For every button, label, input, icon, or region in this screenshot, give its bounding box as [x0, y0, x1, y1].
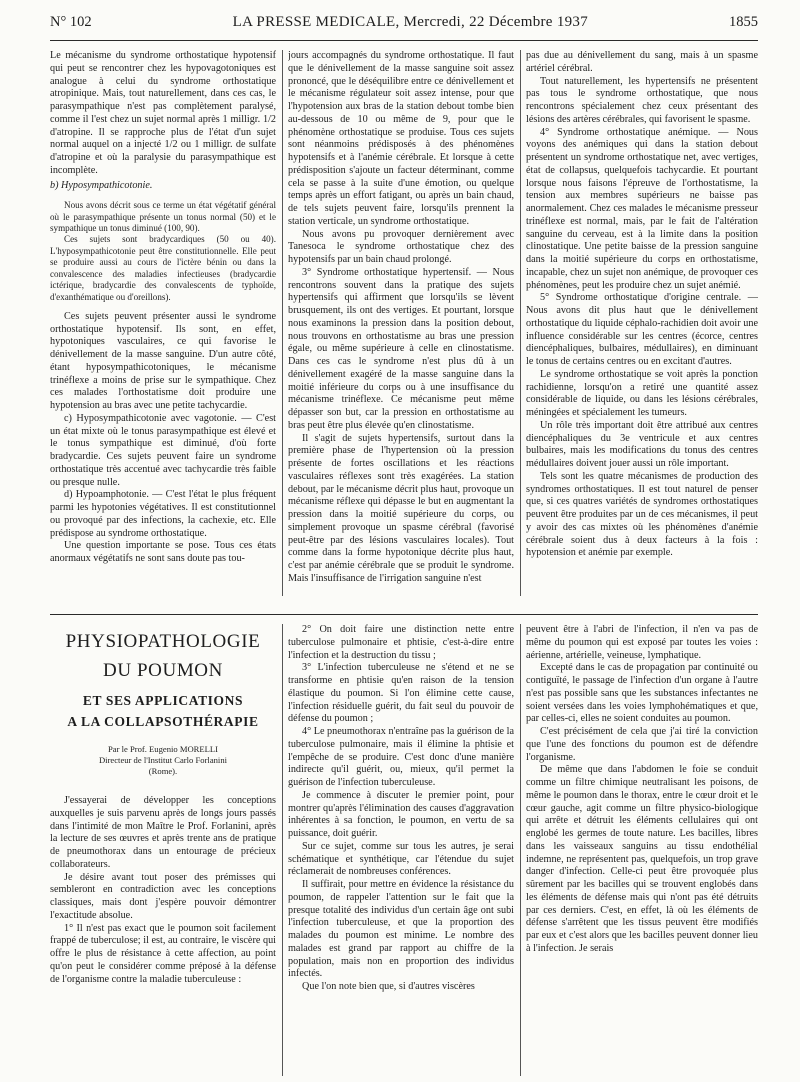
paragraph: De même que dans l'abdomen le foie se conduit comme un filtre chimique neutralisant les poisons, de même le poumon dans le thorax, entre le cœur droit et le cœur gauche, agit comme un filtre physico-biologique qui arrête et détruit les éléments cellulaires qui ont englobé les germes de toute nature. Les bacilles, libres dans les vaisseaux sanguins au tissu endothélial indemne, ne représentent pas, quelquefois, un trop grave danger d'infection. Celle-ci peut être provoquée plus sûrement par les bacilles qui se trouvent englobés dans les éléments de défense mais qui n'ont pas été détruits par ces derniers. C'est, en effet, là où les éléments de défense s'arrêtent que les tissus peuvent être modifiés par eux et c'est alors que les bacilles peuvent donner lieu à l'infection. Je serais: [526, 764, 758, 954]
author-role: Directeur de l'Institut Carlo Forlanini: [98, 755, 228, 765]
paragraph: jours accompagnés du syndrome orthostatique. Il faut que le dénivellement de la masse sanguine soit assez prononcé, que le déséquilibre entre ce dénivellement et le mécanisme régulateur soit assez intense, pour que l'hypotension aux bras de la station debout tombe bien au-dessous de 10 ou même de 9, pour que le phénomène orthostatique se produise. Tous ces sujets sont néanmoins prédisposés à des phénomènes hypotensifs et à l'anémie cérébrale. Et lorsque à cette prédisposition s'ajoute un facteur déterminant, comme cela se passe à la suite d'une émotion, ou quelque temps après un effort fatigant, ou après un bain chaud, de tels sujets peuvent faire, lorsqu'ils prennent la station verticale, un syndrome orthostatique.: [288, 50, 514, 227]
paragraph: Un rôle très important doit être attribué aux centres diencéphaliques du 3e ventricule et aux centres bulbaires, mais les modifications du tonus des centres médullaires doivent jouer aussi un rôle important.: [526, 419, 758, 469]
paragraph: Une question importante se pose. Tous ces états anormaux végétatifs ne sont sans doute pas tou-: [50, 540, 276, 565]
paragraph: Tels sont les quatre mécanismes de production des syndromes orthostatiques. Il est tout naturel de penser que, si ces quatres variétés de syndromes orthostatiques peuvent être produites par un de ces mécanismes, il peut y avoir des cas mixtes où les phénomènes d'anémie cérébrale soient dus à deux facteurs à la fois : hypotension et anémie par exemple.: [526, 470, 758, 559]
page-number: N° 102: [50, 14, 92, 30]
paragraph: Il s'agit de sujets hypertensifs, surtout dans la première phase de l'hypertension où la pression présente de fortes oscillations et les réactions vasculaires réflexes sont très exagérées. La station debout, par le mécanisme décrit plus haut, provoque un mécanisme réflexe qui dépasse le but en augmentant la pression dans la moitié supérieure du corps, ou simplement provoque un spasme cérébral (favorisé peut-être par des lésions vasculaires locales). Tout comme dans la forme hypotonique décrite plus haut, c'est par anémie cérébrale que se produit le syndrome. Mais l'insuffisance de l'irrigation sanguine n'est: [288, 432, 514, 584]
paragraph: peuvent être à l'abri de l'infection, il n'en va pas de même du poumon qui est exposé par toutes les voies : aérienne, artérielle, veineuse, lymphatique.: [526, 624, 758, 661]
paragraph: 1° Il n'est pas exact que le poumon soit facilement frappé de tuberculose; il est, au contraire, le viscère qui offre le plus de résistance à cette affection, au point qu'on peut le considérer comme préposé à la défense de l'organisme contre la maladie tuberculeuse :: [50, 922, 276, 985]
column-divider: [282, 624, 283, 1076]
author-role: (Rome).: [148, 766, 178, 776]
paragraph: Je désire avant tout poser des prémisses qui sembleront en contradiction avec les conceptions classiques, mais dont j'espère pouvoir démontrer l'exactitude absolue.: [50, 871, 276, 921]
paragraph: Il suffirait, pour mettre en évidence la résistance du poumon, de rappeler l'attention sur le fait que la presque totalité des individus d'un certain âge ont subi l'infection tuberculeuse, et que la proportion des malades du poumon est minime. Le nombre des malades est grand par rapport au chiffre de la population, mais non en proportion des individus infectés.: [288, 879, 514, 980]
column-divider: [520, 624, 521, 1076]
paragraph: Tout naturellement, les hypertensifs ne présentent pas tous le syndrome orthostatique, que nous rencontrons spécialement chez ceux présentant des lésions des artères cérébrales, qui favorisent le spasme.: [526, 75, 758, 125]
article-title-block: [50, 630, 276, 777]
paragraph: 3° L'infection tuberculeuse ne s'étend et ne se transforme en phtisie qu'en raison de la tension élastique du poumon. Si l'on élimine cette cause, l'infection résiduelle guérit, du fait seul du pouvoir de défense du poumon ;: [288, 662, 514, 725]
paragraph: 5° Syndrome orthostatique d'origine centrale. — Nous avons dit plus haut que le dénivellement orthostatique du liquide céphalo-rachidien doit avoir une influence considérable sur les centres (écorce, centres diencéphaliques, bulbaires, médullaires), en diminuant le tonus de certains centres ou en excitant d'autres.: [526, 292, 758, 367]
paragraph: Que l'on note bien que, si d'autres viscères: [302, 981, 475, 992]
paragraph: Je commence à discuter le premier point, pour montrer qu'après l'élimination des causes d'aggravation inhérentes à sa fonction, le poumon, en vertu de sa puissance, doit guérir.: [288, 789, 514, 839]
column-divider: [520, 50, 521, 596]
paragraph: Ces sujets sont bradycardiques (50 ou 40). L'hyposympathicotonie peut être constitutionnelle. Elle peut se produire aussi au cours de l'ictère bénin ou dans la convalescence des maladies infectieuses (bradycardie ictérique, bradycardie des convalescents de typhoïde, d'exanthématique ou d'oreillons).: [50, 234, 276, 302]
paragraph: 4° Syndrome orthostatique anémique. — Nous voyons des anémiques qui dans la station debout présentent un syndrome orthostatique net, avec vertiges, état de collapsus, quelquefois tachycardie. Et pourtant lorsque nous faisons l'épreuve de l'orthostatisme, la tension aux membres supérieurs ne baisse pas anormalement. Chez ces malades le mécanisme presseur trinéflexe est normal, mais, par le fait de l'altération sanguine du cerveau, est à la limite dans la position clinostatique. Une petite baisse de la pression sanguine dans la moitié supérieure du corps en orthostatisme, incapable, chez un sujet non anémique, de provoquer ces phénomènes, peut les produire chez un sujet anémié.: [526, 126, 758, 291]
paragraph: Le mécanisme du syndrome orthostatique hypotensif qui peut se rencontrer chez les hypovagotoniques est analogue à celui du syndrome orthostatique atropinique. Mais, tout naturellement, dans ces cas, le parasympathique n'est pas complètement paralysé, comme il l'est chez un sujet normal après 1 milligr. 1/2 d'atropine. Il se rapproche plus de l'état d'un sujet normal auquel on a injecté 1/2 ou 1 milligr. de sulfate d'atropine et où la paralysie du parasympathique est incomplète.: [50, 50, 276, 176]
paragraph: 3° Syndrome orthostatique hypertensif. — Nous rencontrons souvent dans la pratique des sujets hypertensifs qui affirment que lorsqu'ils se lèvent brusquement, ils ont des vertiges. Et pourtant, lorsque nous examinons la pression dans la position debout, nous trouvons en orthostatisme au bras une pression égale, ou même supérieure à celle en clinostatisme. Dans ces cas le syndrome n'est plus dû à un dénivellement exagéré de la masse sanguine dans la moitié inférieure du corps ou à une insuffisance du mécanisme trinéflexe. Ce mécanisme peut même dépasser son but, car la pression en orthostatisme au bras peut être plus élevée qu'en clinostatisme.: [288, 266, 514, 431]
article-title: DU POUMON: [103, 660, 223, 681]
masthead: LA PRESSE MEDICALE, Mercredi, 22 Décembre 1937: [232, 14, 589, 30]
page-header: [50, 14, 758, 40]
bottom-article-column-2: [288, 624, 514, 1076]
paragraph: Nous avons décrit sous ce terme un état végétatif général où le parasympathique présente un tonus normal (50) et le sympathique un tonus diminué (100, 90).: [50, 200, 276, 234]
top-article-column-3: [526, 50, 758, 596]
article-subtitle: ET SES APPLICATIONS: [82, 693, 244, 708]
column-divider: [282, 50, 283, 596]
byline: Par le Prof. Eugenio MORELLI: [107, 744, 219, 754]
paragraph: Excepté dans le cas de propagation par continuité ou contiguïté, le passage de l'infection d'un organe à l'autre n'est pas possible sans que les substances infectantes ne soient versées dans les voies lymphohématiques et que, par celles-ci, elles ne soient conduites au poumon.: [526, 662, 758, 725]
paragraph: Nous avons pu provoquer dernièrement avec Tanesoca le syndrome orthostatique chez des hypotensifs par un bain chaud prolongé.: [288, 228, 514, 265]
paragraph: Sur ce sujet, comme sur tous les autres, je serai schématique et synthétique, car l'étendue du sujet réclamerait de nombreuses conférences.: [288, 840, 514, 878]
section-heading: b) Hyposympathicotonie.: [50, 179, 153, 191]
article-subtitle: A LA COLLAPSOTHÉRAPIE: [67, 714, 259, 729]
header-rule: [50, 40, 758, 41]
bottom-article-column-1: [50, 624, 276, 1076]
top-article-column-1: [50, 50, 276, 596]
paragraph: J'essayerai de développer les conceptions auxquelles je suis parvenu après de longs jours passés dans l'intimité de mon Maître le Prof. Forlanini, après la lecture de ses œuvres et après trente ans de pratique de pneumothorax dans un entourage de précieux collaborateurs.: [50, 795, 276, 870]
paragraph: 2° On doit faire une distinction nette entre tuberculose pulmonaire et phtisie, c'est-à-dire entre l'infection et la destruction du tissu ;: [288, 624, 514, 661]
section-divider: [50, 614, 758, 615]
paragraph: Le syndrome orthostatique se voit après la ponction rachidienne, lorsqu'on a retiré une quantité assez considérable de liquide, ou dans les lésions cérébrales, méningées et spécialement les tumeurs.: [526, 368, 758, 418]
top-article-column-2: [288, 50, 514, 596]
paragraph: C'est précisément de cela que j'ai tiré la conviction que l'une des fonctions du poumon est de défendre l'organisme.: [526, 726, 758, 763]
paragraph: d) Hypoamphotonie. — C'est l'état le plus fréquent parmi les hypotonies végétatives. Il est constitutionnel ou provoqué par des infections, la cachexie, etc. Elle prédispose au syndrome orthostatique.: [50, 489, 276, 539]
paragraph: pas due au dénivellement du sang, mais à un spasme artériel cérébral.: [526, 50, 758, 74]
paragraph: c) Hyposympathicotonie avec vagotonie. — C'est un état mixte où le tonus parasympathique est élevé et le tonus sympathique est diminué, d'où forte bradycardie. Ces sujets peuvent faire un syndrome orthostatique très accentué avec tachycardie très faible ou presque nulle.: [50, 412, 276, 488]
paragraph: Ces sujets peuvent présenter aussi le syndrome orthostatique hypotensif. Ils sont, en effet, hypotoniques vasculaires, ce qui favorise le dénivellement de la masse sanguine. D'un autre côté, étant hyposympathicotoniques, le mécanisme trinéflexe a moins de prise sur le sympathique. Chez ces malades l'orthostatisme doit produire une hypotension au bras avec une petite tachycardie.: [50, 310, 276, 412]
article-title: PHYSIOPATHOLOGIE: [65, 631, 261, 652]
folio: 1855: [728, 14, 758, 30]
paragraph: 4° Le pneumothorax n'entraîne pas la guérison de la tuberculose pulmonaire, mais il élimine la phtisie et l'empêche de se produire. C'est donc d'une manière indirecte qu'il guérit, ou, mieux, qu'il permet la guérison de l'infection tuberculeuse.: [288, 726, 514, 788]
bottom-article-column-3: [526, 624, 758, 1076]
